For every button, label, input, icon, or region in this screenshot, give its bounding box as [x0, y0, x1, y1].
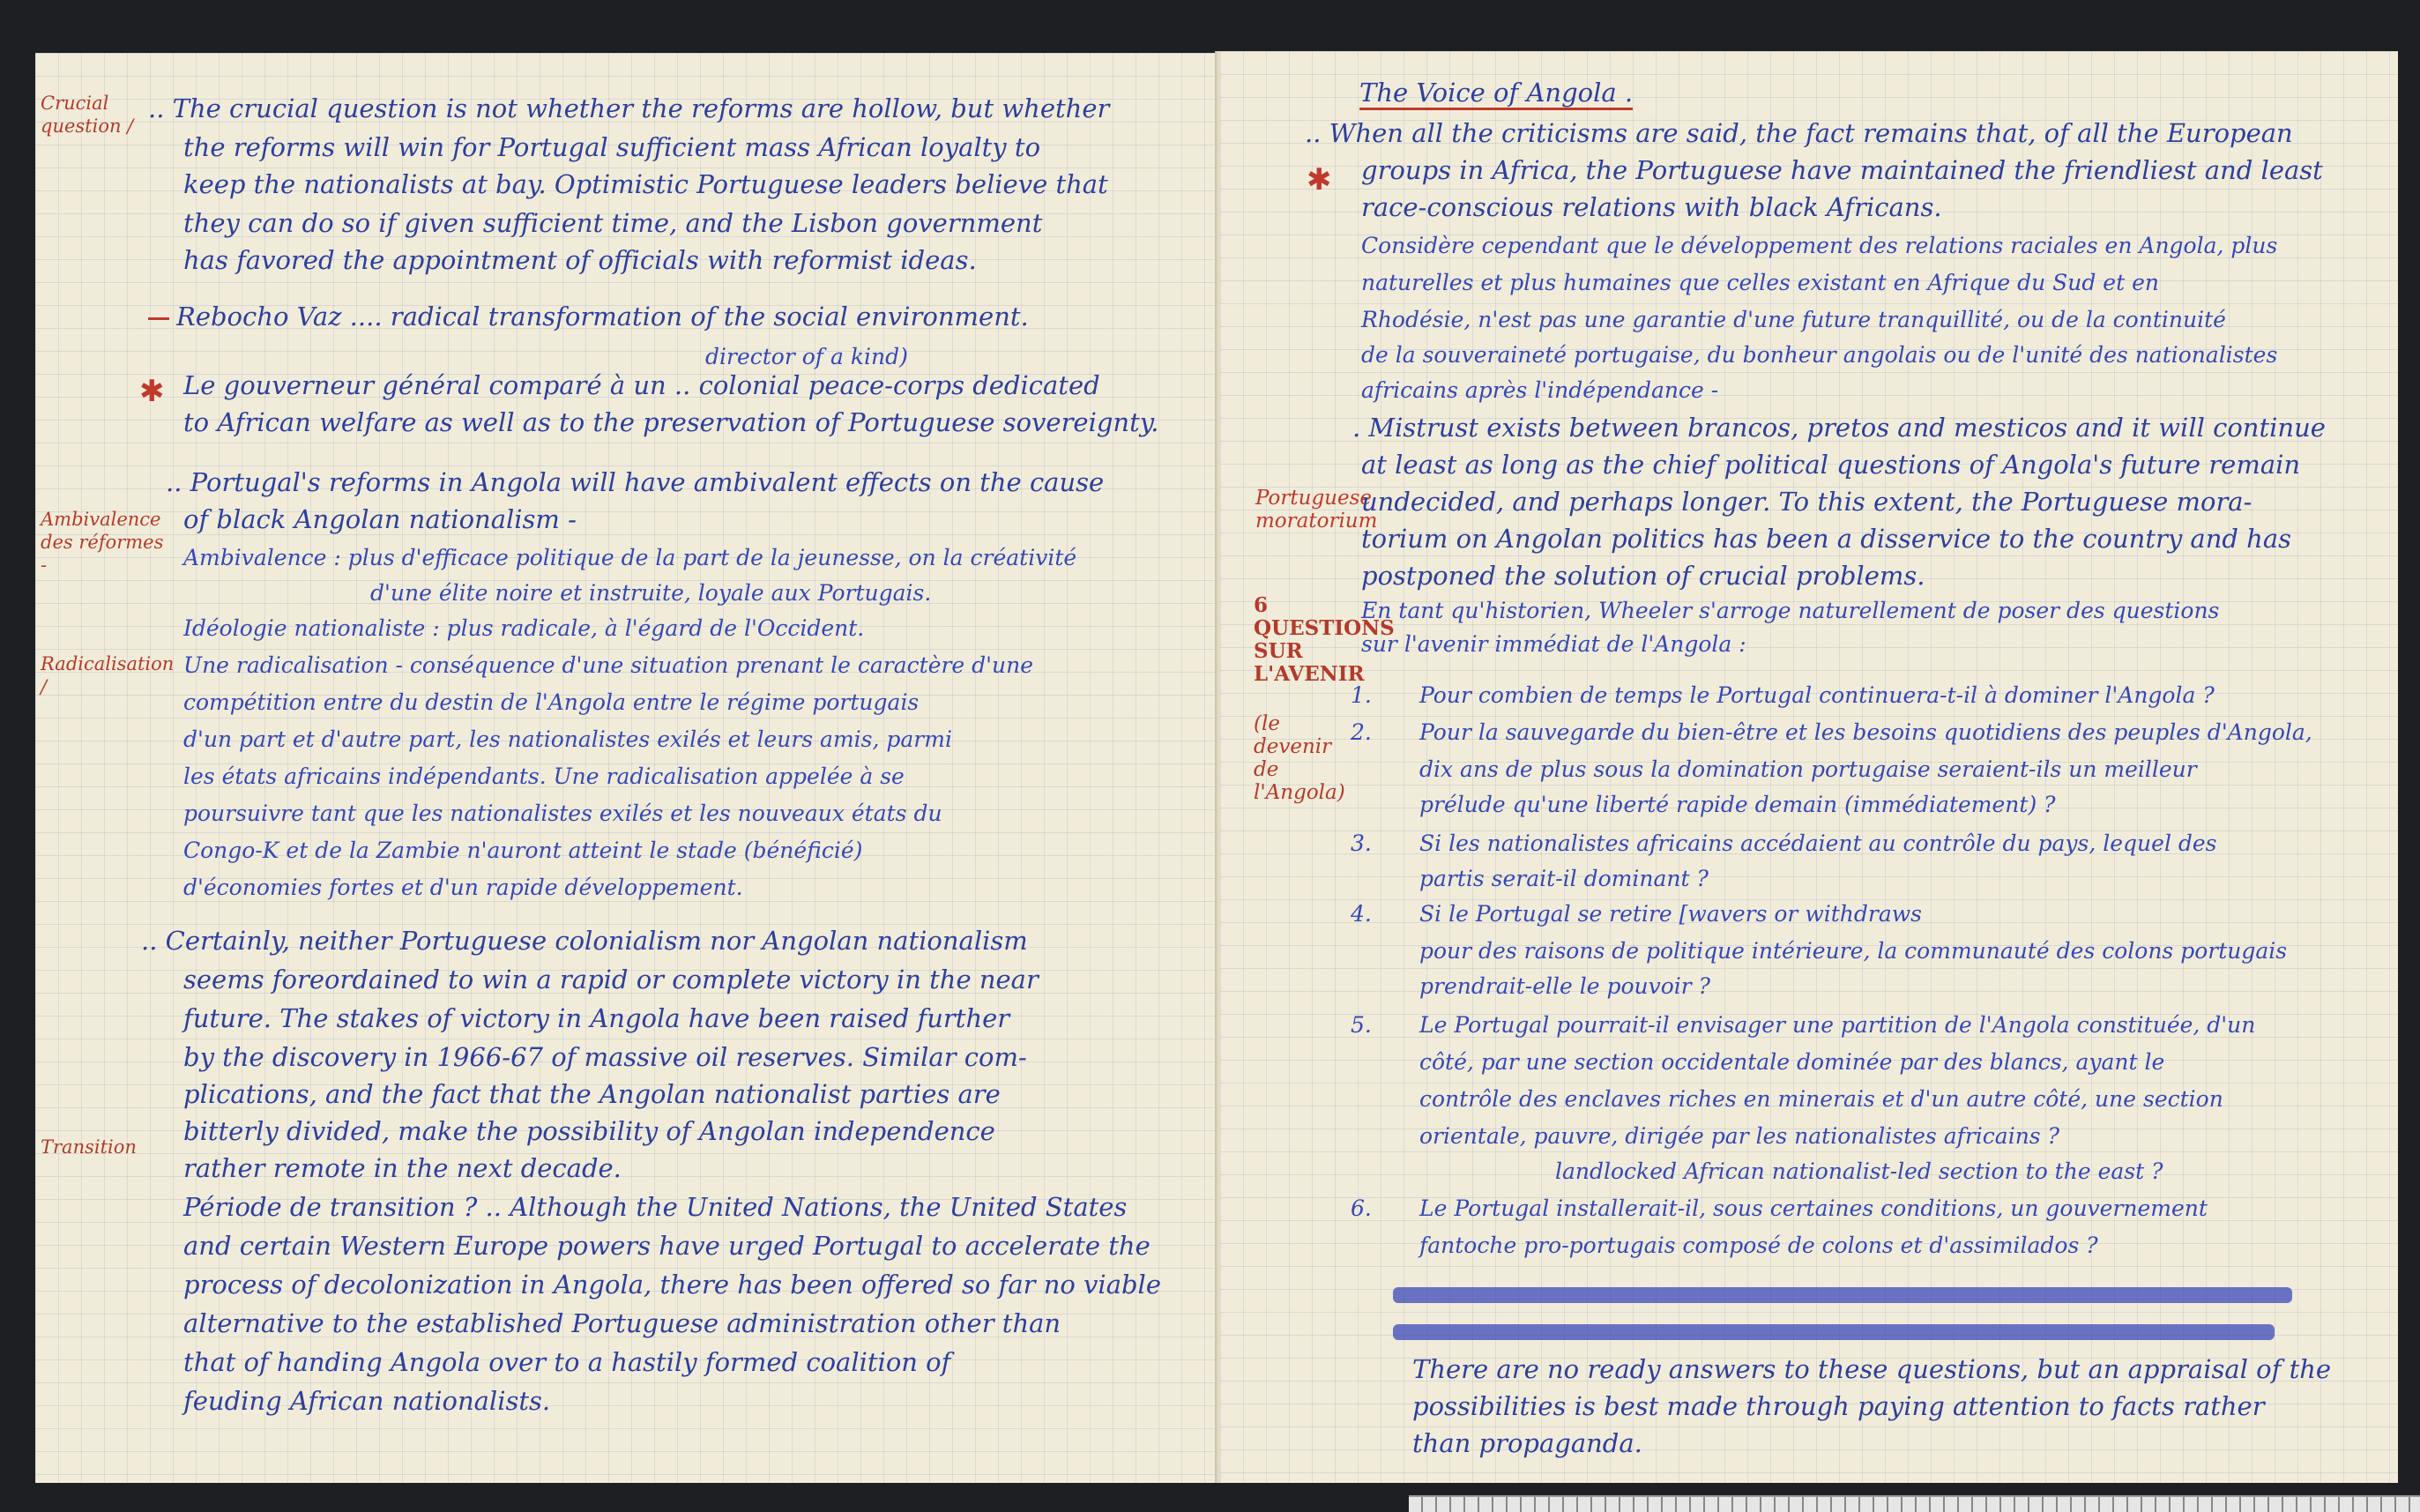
question-number: 4.	[1351, 901, 1372, 927]
question-line: Pour combien de temps le Portugal continuera-t-il à dominer l'Angola ?	[1419, 682, 2215, 708]
text-line: Rhodésie, n'est pas une garantie d'une future tranquillité, ou de la continuité	[1361, 307, 2226, 332]
question-line: Le Portugal pourrait-il envisager une partition de l'Angola constituée, d'un	[1419, 1012, 2256, 1038]
question-line: orientale, pauvre, dirigée par les nationalistes africains ?	[1419, 1123, 2059, 1149]
question-line: Pour la sauvegarde du bien-être et les besoins quotidiens des peuples d'Angola,	[1419, 719, 2312, 745]
text-line: possibilities is best made through paying attention to facts rather	[1412, 1391, 2265, 1421]
question-line: côté, par une section occidentale dominée par des blancs, ayant le	[1419, 1049, 2165, 1075]
question-line: Le Portugal installerait-il, sous certaines conditions, un gouvernement	[1419, 1195, 2208, 1221]
margin-note-moratorium: Portuguese moratorium	[1255, 487, 1378, 533]
text-line: race-conscious relations with black Africans.	[1361, 192, 1942, 222]
text-line: . Mistrust exists between brancos, pretos and mesticos and it will continue	[1352, 413, 2326, 443]
margin-note-le-devenir: (le devenir de l'Angola)	[1254, 712, 1345, 804]
question-number: 5.	[1351, 1012, 1372, 1038]
margin-note-six-questions: 6 QUESTIONS SUR L'AVENIR	[1254, 593, 1395, 686]
text-line: torium on Angolan politics has been a disservice to the country and has	[1361, 524, 2292, 554]
text-line: to African welfare as well as to the preservation of Portuguese sovereignty.	[183, 407, 1159, 437]
text-line: .. When all the criticisms are said, the fact remains that, of all the European	[1305, 118, 2293, 148]
text-line: There are no ready answers to these questions, but an appraisal of the	[1412, 1354, 2332, 1384]
question-line: landlocked African nationalist-led section to the east ?	[1555, 1158, 2163, 1184]
page-heading: The Voice of Angola .	[1359, 78, 1633, 108]
question-number: 3.	[1351, 830, 1372, 856]
text-line-rebocho: Rebocho Vaz .... radical transformation of the social environment.	[148, 302, 1029, 331]
text-line: undecided, and perhaps longer. To this extent, the Portuguese mora-	[1361, 487, 2252, 517]
text-line: En tant qu'historien, Wheeler s'arroge naturellement de poser des questions	[1361, 598, 2220, 623]
text-line: process of decolonization in Angola, there has been offered so far no viable	[183, 1270, 1161, 1300]
text-line: les états africains indépendants. Une radicalisation appelée à se	[183, 763, 905, 789]
question-number: 1.	[1351, 682, 1372, 708]
question-line: prendrait-elle le pouvoir ?	[1419, 973, 1711, 999]
text-line: seems foreordained to win a rapid or complete victory in the near	[183, 965, 1039, 994]
crossed-out-text	[1393, 1324, 2275, 1340]
text-line: they can do so if given sufficient time, and the Lisbon government	[183, 208, 1043, 238]
text-line: bitterly divided, make the possibility of Angolan independence	[183, 1116, 995, 1146]
text-line: .. Portugal's reforms in Angola will have ambivalent effects on the cause	[166, 467, 1105, 497]
text-line: Une radicalisation - conséquence d'une situation prenant le caractère d'une	[183, 652, 1034, 678]
crossed-out-text	[1393, 1287, 2292, 1303]
asterisk-icon: ✱	[139, 374, 165, 409]
text-line: d'un part et d'autre part, les nationalistes exilés et leurs amis, parmi	[183, 726, 952, 752]
asterisk-icon: ✱	[1307, 162, 1332, 197]
text-line: sur l'avenir immédiat de l'Angola :	[1361, 631, 1746, 657]
margin-note-transition: Transition	[41, 1136, 137, 1158]
text-line: alternative to the established Portuguese administration other than	[183, 1308, 1061, 1338]
text-line: poursuivre tant que les nationalistes exilés et les nouveaux états du	[183, 801, 942, 826]
text-line: by the discovery in 1966-67 of massive oil reserves. Similar com-	[183, 1042, 1027, 1072]
text-line: d'une élite noire et instruite, loyale aux Portugais.	[370, 580, 932, 606]
text-line: and certain Western Europe powers have urged Portugal to accelerate the	[183, 1231, 1150, 1261]
text-line: de la souveraineté portugaise, du bonheur angolais ou de l'unité des nationalistes	[1361, 342, 2278, 368]
text-line: at least as long as the chief political questions of Angola's future remain	[1361, 450, 2301, 480]
question-line: fantoche pro-portugais composé de colons et d'assimilados ?	[1419, 1233, 2098, 1258]
question-line: pour des raisons de politique intérieure, la communauté des colons portugais	[1419, 938, 2288, 964]
question-line: prélude qu'une liberté rapide demain (immédiatement) ?	[1419, 792, 2056, 817]
margin-note-ambivalence: Ambivalence des réformes -	[41, 509, 164, 576]
text-line: .. The crucial question is not whether the reforms are hollow, but whether	[148, 93, 1110, 123]
text-line: Ambivalence : plus d'efficace politique de la part de la jeunesse, on la créativité	[183, 545, 1077, 570]
question-line: dix ans de plus sous la domination portugaise seraient-ils un meilleur	[1419, 756, 2197, 782]
notebook-page-left	[35, 53, 1217, 1483]
text-line: d'économies fortes et d'un rapide développement.	[183, 875, 743, 900]
text-line: naturelles et plus humaines que celles existant en Afrique du Sud et en	[1361, 270, 2159, 295]
text-line: rather remote in the next decade.	[183, 1153, 622, 1183]
text-line: .. Certainly, neither Portuguese colonialism nor Angolan nationalism	[141, 926, 1028, 956]
text-line-insert: director of a kind)	[705, 344, 908, 369]
text-line: feuding African nationalists.	[183, 1386, 551, 1416]
text-line: plications, and the fact that the Angolan nationalist parties are	[183, 1079, 1001, 1109]
question-line: partis serait-il dominant ?	[1419, 866, 1709, 891]
text-line: that of handing Angola over to a hastily formed coalition of	[183, 1347, 951, 1377]
margin-note-radicalisation: Radicalisation /	[41, 653, 175, 697]
text-line: of black Angolan nationalism -	[183, 504, 577, 534]
text-line: keep the nationalists at bay. Optimistic Portuguese leaders believe that	[183, 169, 1108, 199]
text-line: Le gouverneur général comparé à un .. colonial peace-corps dedicated	[183, 370, 1100, 400]
scale-ruler	[1409, 1495, 2420, 1512]
text-line: groups in Africa, the Portuguese have maintained the friendliest and least	[1361, 155, 2323, 185]
text-line: future. The stakes of victory in Angola have been raised further	[183, 1003, 1010, 1033]
notebook-page-right	[1220, 51, 2398, 1483]
question-number: 6.	[1351, 1195, 1372, 1221]
text-line: has favored the appointment of officials with reformist ideas.	[183, 245, 977, 275]
text-line: the reforms will win for Portugal sufficient mass African loyalty to	[183, 132, 1041, 162]
text-line: africains après l'indépendance -	[1361, 377, 1719, 403]
margin-note-crucial-question: Crucial question /	[41, 93, 134, 137]
question-line: contrôle des enclaves riches en minerais et d'un autre côté, une section	[1419, 1086, 2223, 1112]
text-line: Période de transition ? .. Although the United Nations, the United States	[183, 1192, 1128, 1222]
question-number: 2.	[1351, 719, 1372, 745]
question-line: Si le Portugal se retire [wavers or withdraws	[1419, 901, 1922, 927]
text-line: than propaganda.	[1412, 1428, 1642, 1458]
text-line: Congo-K et de la Zambie n'auront atteint le stade (bénéficié)	[183, 838, 863, 863]
text-line: postponed the solution of crucial problems.	[1361, 561, 1925, 591]
text-line: Considère cependant que le développement des relations raciales en Angola, plus	[1361, 233, 2278, 258]
text-line: compétition entre du destin de l'Angola entre le régime portugais	[183, 689, 920, 715]
question-line: Si les nationalistes africains accédaient au contrôle du pays, lequel des	[1419, 830, 2217, 856]
text-line: Idéologie nationaliste : plus radicale, à l'égard de l'Occident.	[183, 615, 865, 641]
